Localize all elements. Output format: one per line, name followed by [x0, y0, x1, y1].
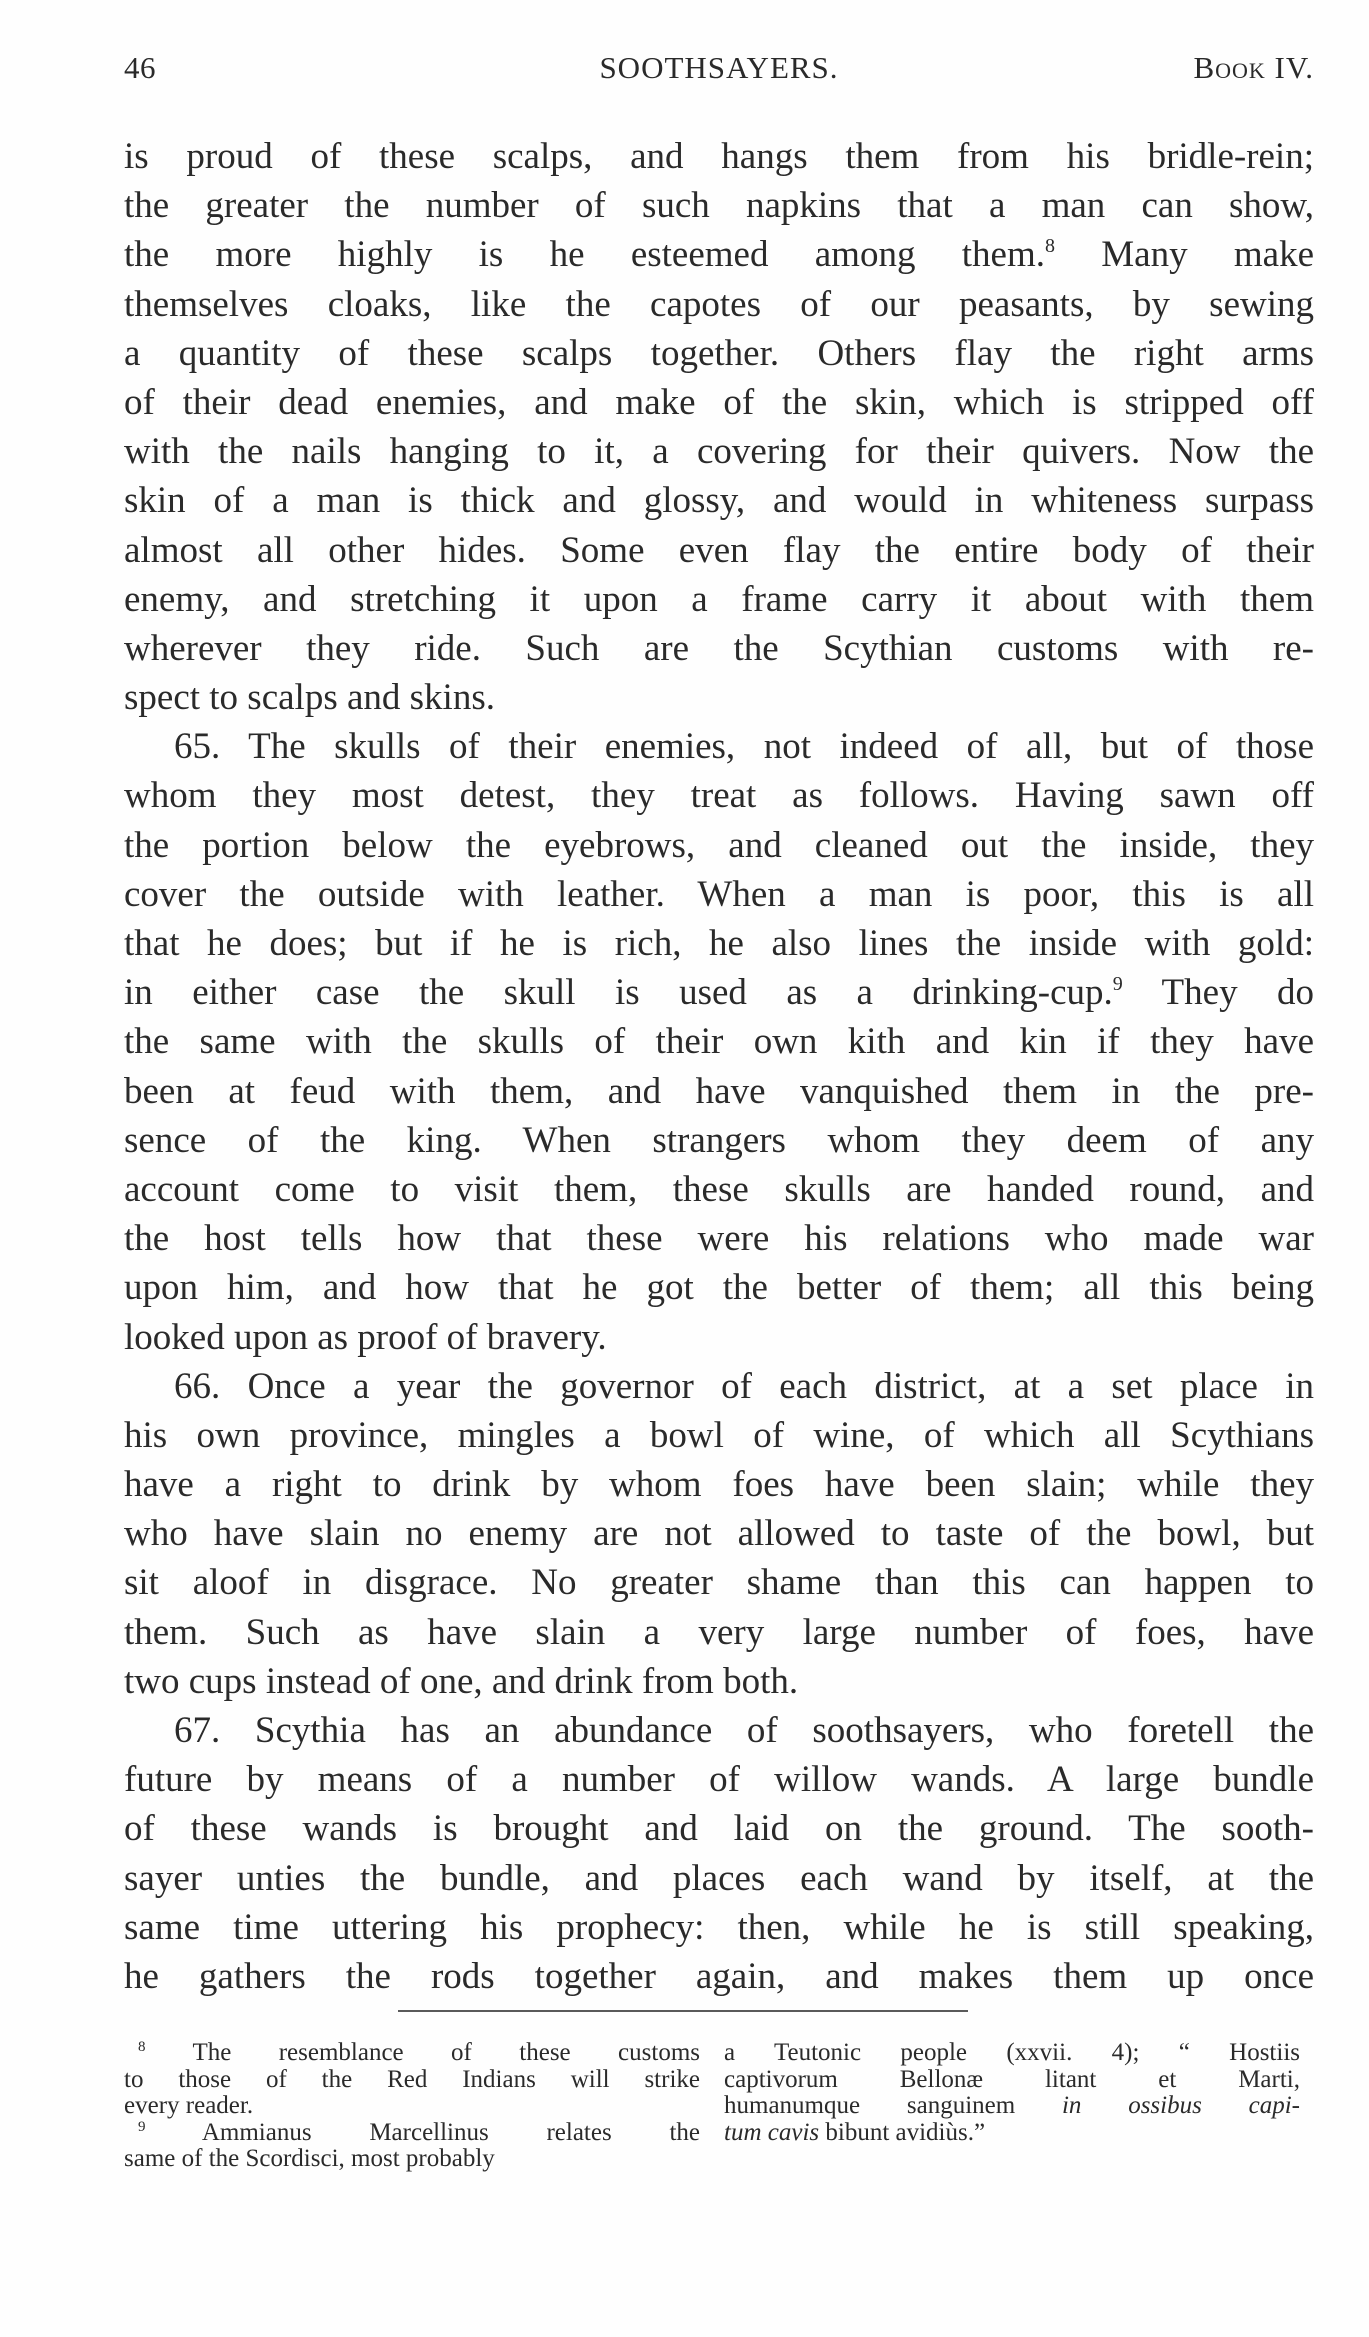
line-text-continued: Many make [1054, 234, 1314, 276]
line-text: upon him, and how that he got the better of them; all this being [124, 1267, 1314, 1309]
line-text: of these wands is brought and laid on the ground. The sooth- [124, 1808, 1314, 1850]
text-line [124, 1952, 1314, 2001]
line-text: whom they most detest, they treat as follows. Having sawn off [124, 775, 1314, 817]
text-line [124, 919, 1314, 968]
line-text: cover the outside with leather. When a man is poor, this is all [124, 873, 1314, 915]
line-text: sit aloof in disgrace. No greater shame than this can happen to [124, 1562, 1314, 1604]
line-text: in either case the skull is used as a drinking-cup. [124, 972, 1113, 1014]
text-line [124, 1804, 1314, 1853]
line-text: them. Such as have slain a very large number of foes, have [124, 1611, 1314, 1653]
text-line [124, 1263, 1314, 1312]
footnote-rule [398, 2010, 968, 2012]
text-line [124, 1017, 1314, 1066]
footnote-text: The resemblance of these customs [145, 2040, 700, 2066]
line-text: themselves cloaks, like the capotes of our peasants, by sewing [124, 283, 1314, 325]
line-text: the host tells how that these were his relations who made war [124, 1218, 1314, 1260]
footnote-text: same of the Scordisci, most probably [124, 2146, 495, 2172]
line-text: he gathers the rods together again, and makes them up once [124, 1955, 1314, 1997]
line-text: the more highly is he esteemed among them. [124, 234, 1045, 276]
line-text: sayer unties the bundle, and places each wand by itself, at the [124, 1857, 1314, 1899]
line-text: two cups instead of one, and drink from both. [124, 1660, 799, 1702]
text-line [124, 1657, 1314, 1706]
footnote-number: 9 [138, 2119, 146, 2135]
footnote-marker: 8 [1044, 235, 1055, 258]
text-line [124, 329, 1314, 378]
text-line [124, 1509, 1314, 1558]
footnote-line [724, 2120, 1300, 2147]
footnote-line [124, 2146, 700, 2173]
text-line [124, 1067, 1314, 1116]
text-line [124, 968, 1314, 1017]
book-label: Book IV. [1193, 50, 1314, 85]
text-line [124, 230, 1314, 279]
footnote-text: every reader. [124, 2093, 254, 2119]
line-text: account come to visit them, these skulls are handed round, and [124, 1168, 1314, 1210]
footnote-text: Ammianus Marcellinus relates the [145, 2119, 700, 2146]
footnote-line [124, 2093, 700, 2120]
footnote-number: 8 [138, 2040, 146, 2055]
footnote-text: to those of the Red Indians will strike [124, 2066, 700, 2093]
footnote-line [724, 2067, 1300, 2094]
line-text: a quantity of these scalps together. Others flay the right arms [124, 332, 1314, 374]
line-text: spect to scalps and skins. [124, 677, 495, 719]
text-line [124, 624, 1314, 673]
footnote-line [124, 2040, 700, 2067]
main-text [124, 132, 1314, 2001]
line-text: have a right to drink by whom foes have been slain; while they [124, 1464, 1314, 1506]
footnote-text: a Teutonic people (xxvii. 4); “ Hostiis [724, 2040, 1300, 2066]
text-line [124, 1903, 1314, 1952]
footnotes-right-column [724, 2040, 1300, 2146]
text-line [124, 280, 1314, 329]
text-line [124, 821, 1314, 870]
line-text: the same with the skulls of their own kith and kin if they have [124, 1021, 1314, 1063]
footnote-line [724, 2093, 1300, 2120]
text-line [124, 1558, 1314, 1607]
text-line [124, 722, 1314, 771]
footnote-text: captivorum Bellonæ litant et Marti, [724, 2066, 1300, 2093]
line-text: almost all other hides. Some even flay the entire body of their [124, 529, 1314, 571]
line-text: his own province, mingles a bowl of wine, of which all Scythians [124, 1414, 1314, 1456]
line-text: sence of the king. When strangers whom they deem of any [124, 1119, 1314, 1161]
text-line [124, 673, 1314, 722]
text-line [124, 1706, 1314, 1755]
text-line [124, 378, 1314, 427]
text-line [124, 1755, 1314, 1804]
line-text-continued: They do [1122, 972, 1314, 1014]
line-text: with the nails hanging to it, a covering for their quivers. Now the [124, 431, 1314, 473]
footnote-text: humanumque sanguinem [724, 2093, 1016, 2119]
text-line [124, 1411, 1314, 1460]
line-text: looked upon as proof of bravery. [124, 1316, 607, 1358]
footnote-line [124, 2120, 700, 2147]
text-line [124, 1460, 1314, 1509]
line-text: 67. Scythia has an abundance of soothsayers, who foretell the [174, 1710, 1314, 1751]
footnote-italic: tum cavis [724, 2119, 820, 2146]
footnotes-left-column [124, 2040, 700, 2173]
text-line [124, 1362, 1314, 1411]
text-line [124, 1608, 1314, 1657]
text-line [124, 526, 1314, 575]
text-line [124, 181, 1314, 230]
line-text: future by means of a number of willow wands. A large bundle [124, 1759, 1314, 1801]
page-number: 46 [124, 50, 156, 85]
line-text: the greater the number of such napkins that a man can show, [124, 185, 1314, 227]
text-line [124, 132, 1314, 181]
line-text: 65. The skulls of their enemies, not indeed of all, but of those [174, 726, 1314, 768]
footnote-italic: in ossibus capi- [1015, 2093, 1300, 2119]
line-text: skin of a man is thick and glossy, and would in whiteness surpass [124, 480, 1314, 522]
line-text: of their dead enemies, and make of the skin, which is stripped off [124, 381, 1314, 423]
line-text: 66. Once a year the governor of each district, at a set place in [174, 1365, 1314, 1407]
footnote-line [724, 2040, 1300, 2067]
line-text: wherever they ride. Such are the Scythian customs with re- [124, 627, 1314, 669]
text-line [124, 1214, 1314, 1263]
text-line [124, 870, 1314, 919]
line-text: the portion below the eyebrows, and cleaned out the inside, they [124, 824, 1314, 866]
text-line [124, 771, 1314, 820]
line-text: is proud of these scalps, and hangs them from his bridle-rein; [124, 136, 1314, 177]
line-text: same time uttering his prophecy: then, while he is still speaking, [124, 1906, 1314, 1948]
footnote-line [124, 2067, 700, 2094]
text-line [124, 1116, 1314, 1165]
footnote-text: bibunt avidiùs.” [819, 2119, 986, 2146]
running-title: SOOTHSAYERS. [599, 50, 839, 85]
text-line [124, 1313, 1314, 1362]
text-line [124, 427, 1314, 476]
running-header [124, 50, 1314, 96]
line-text: enemy, and stretching it upon a frame carry it about with them [124, 578, 1314, 620]
footnote-marker: 9 [1112, 973, 1123, 996]
text-line [124, 476, 1314, 525]
line-text: been at feud with them, and have vanquished them in the pre- [124, 1070, 1314, 1112]
text-line [124, 1854, 1314, 1903]
text-line [124, 575, 1314, 624]
line-text: that he does; but if he is rich, he also lines the inside with gold: [124, 923, 1314, 964]
line-text: who have slain no enemy are not allowed to taste of the bowl, but [124, 1513, 1314, 1555]
text-line [124, 1165, 1314, 1214]
